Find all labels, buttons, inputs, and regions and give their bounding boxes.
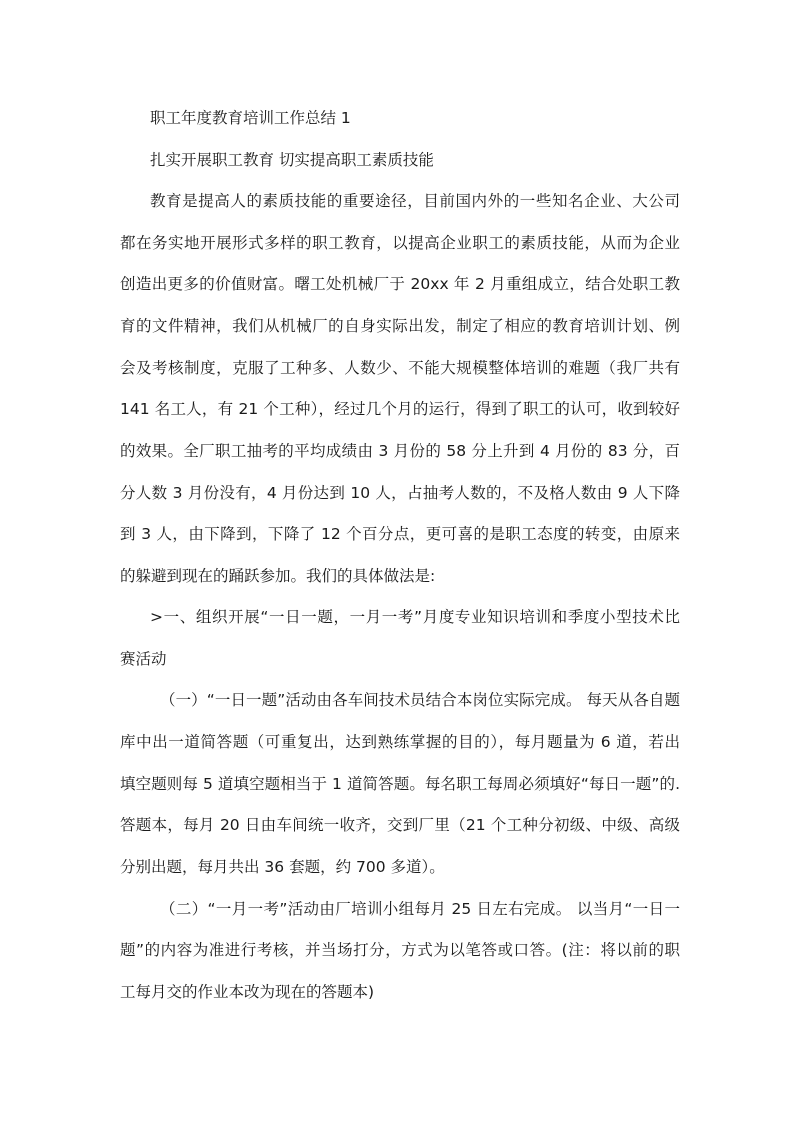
item-line: 工每月交的作业本改为现在的答题本) [120,983,375,1001]
document-title: 职工年度教育培训工作总结 1 [150,109,351,127]
paragraph-line: 会及考核制度，克服了工种多、人数少、不能大规模整体培训的难题（我厂共有 [120,359,680,377]
item-line: 库中出一道简答题（可重复出，达到熟练掌握的目的），每月题量为 6 道，若出 [120,733,680,751]
paragraph-line: 到 3 人，由下降到，下降了 12 个百分点，更可喜的是职工态度的转变，由原来 [120,525,680,543]
paragraph-line: 都在务实地开展形式多样的职工教育，以提高企业职工的素质技能，从而为企业 [120,234,680,252]
section-heading-line: 赛活动 [120,650,167,668]
paragraph-line: 分人数 3 月份没有，4 月份达到 10 人，占抽考人数的，不及格人数由 9 人下降 [120,484,680,502]
item-line: （二）“一月一考”活动由厂培训小组每月 25 日左右完成。 以当月“一日一 [160,900,680,918]
item-line: 答题本，每月 20 日由车间统一收齐，交到厂里（21 个工种分初级、中级、高级 [120,816,680,834]
item-line: 分别出题，每月共出 36 套题，约 700 多道）。 [120,858,445,876]
item-line: 填空题则每 5 道填空题相当于 1 道简答题。每名职工每周必须填好“每日一题”的. [120,775,680,793]
paragraph-line: 创造出更多的价值财富。曙工处机械厂于 20xx 年 2 月重组成立，结合处职工教 [120,275,680,293]
paragraph-line: 141 名工人，有 21 个工种），经过几个月的运行，得到了职工的认可，收到较好 [120,400,680,418]
item-line: 题”的内容为准进行考核，并当场打分，方式为以笔答或口答。(注：将以前的职 [120,941,680,959]
document-subtitle: 扎实开展职工教育 切实提高职工素质技能 [150,151,434,169]
section-heading-line: >一、组织开展“一日一题，一月一考”月度专业知识培训和季度小型技术比 [150,608,680,626]
paragraph-line: 的躲避到现在的踊跃参加。我们的具体做法是: [120,567,436,585]
paragraph-line: 的效果。全厂职工抽考的平均成绩由 3 月份的 58 分上升到 4 月份的 83 分，百 [120,442,680,460]
item-line: （一）“一日一题”活动由各车间技术员结合本岗位实际完成。 每天从各自题 [160,691,680,709]
paragraph-line: 育的文件精神，我们从机械厂的自身实际出发，制定了相应的教育培训计划、例 [120,317,680,335]
paragraph-line: 教育是提高人的素质技能的重要途径，目前国内外的一些知名企业、大公司 [150,192,680,210]
